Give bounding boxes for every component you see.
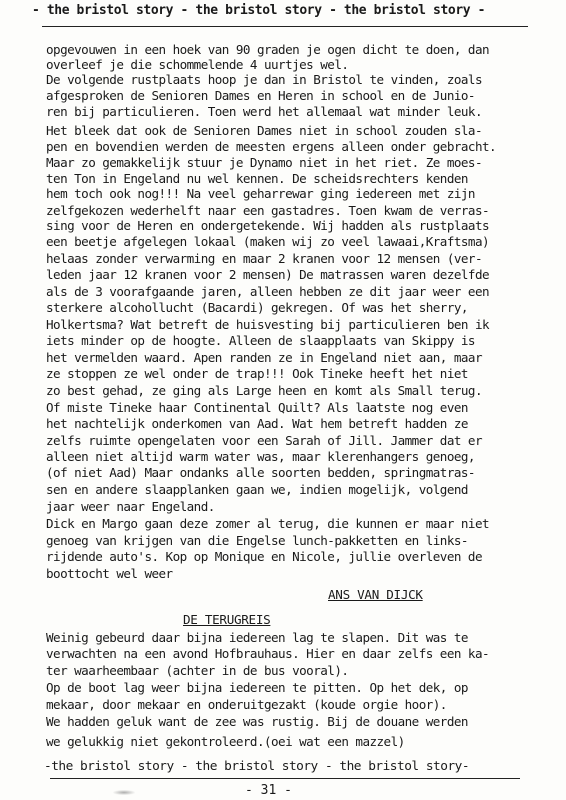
- author-signature: ANS VAN DIJCK: [328, 587, 423, 602]
- body-line: zelfgekozen wederhelft naar een gastadres. Toen kwam de verras-: [46, 203, 490, 218]
- section-heading: DE TERUGREIS: [183, 612, 271, 627]
- body-line: Maar zo gemakkelijk stuur je Dynamo niet in het riet. Ze moes-: [46, 155, 482, 170]
- body-line: als de 3 voorafgaande jaren, alleen hebben ze dit jaar weer een: [46, 284, 490, 299]
- body-line: sterkere alcohollucht (Bacardi) gekregen. Of was het sherry,: [46, 300, 468, 315]
- ink-smudge: [113, 790, 135, 795]
- body-line: sen en andere slaapplanken gaan we, indien mogelijk, volgend: [46, 482, 468, 497]
- body-line: (of niet Aad) Maar ondanks alle soorten bedden, springmatras-: [46, 465, 475, 480]
- body-line: helaas zonder verwarming en maar 2 kranen voor 12 mensen (ver-: [46, 251, 482, 266]
- body-line: iets minder op de hoogte. Alleen de slaapplaats van Skippy is: [46, 333, 475, 348]
- body-line: ren bij particulieren. Toen werd het allemaal wat minder leuk.: [46, 104, 482, 119]
- body-line: het nachtelijk onderkomen van Aad. Wat hem betreft hadden ze: [46, 416, 468, 431]
- body-line: een beetje afgelegen lokaal (maken wij zo veel lawaai,Kraftsma): [46, 234, 490, 249]
- body-line: zelfs ruimte opengelaten voor een Sarah of Jill. Jammer dat er: [46, 433, 482, 448]
- section-line: mekaar, door mekaar en onderuitgezakt (koude orgie hoor).: [46, 697, 447, 712]
- body-line: ze stoppen ze wel onder de trap!!! Ook Tineke heeft het niet: [46, 366, 468, 381]
- body-line: sing voor de Heren en ondergetekende. Wij hadden als rustplaats: [46, 218, 490, 233]
- body-line: genoeg van krijgen van die Engelse lunch-pakketten en links-: [46, 533, 468, 548]
- body-line: leden jaar 12 kranen voor 2 mensen) De matrassen waren dezelfde: [46, 267, 490, 282]
- section-line: We hadden geluk want de zee was rustig. Bij de douane werden: [46, 714, 468, 729]
- body-line: Dick en Margo gaan deze zomer al terug, die kunnen er maar niet: [46, 516, 490, 531]
- body-line: zo best gehad, ze ging als Large heen en komt als Small terug.: [46, 383, 482, 398]
- footer-rule: [50, 778, 520, 779]
- running-header: - the bristol story - the bristol story - the bristol story -: [32, 3, 486, 18]
- body-line: het vermelden waard. Apen randen ze in Engeland niet aan, maar: [46, 350, 482, 365]
- section-line: Op de boot lag weer bijna iedereen te pitten. Op het dek, op: [46, 680, 468, 695]
- body-line: alleen niet altijd warm water was, maar klerenhangers genoeg,: [46, 449, 475, 464]
- body-line: pen en bovendien werden de meesten ergens alleen onder gebracht.: [46, 139, 497, 154]
- running-footer: -the bristol story - the bristol story - the bristol story-: [44, 759, 470, 774]
- body-line: Het bleek dat ook de Senioren Dames niet in school zouden sla-: [46, 123, 482, 138]
- body-line: opgevouwen in een hoek van 90 graden je ogen dicht te doen, dan: [46, 42, 490, 57]
- section-line: we gelukkig niet gekontroleerd.(oei wat een mazzel): [46, 734, 405, 749]
- body-line: Of miste Tineke haar Continental Quilt? Als laatste nog even: [46, 400, 468, 415]
- body-line: Holkertsma? Wat betreft de huisvesting bij particulieren ben ik: [46, 317, 490, 332]
- body-line: overleef je die schommelende 4 uurtjes wel.: [46, 57, 349, 72]
- body-line: afgesproken de Senioren Dames en Heren in school en de Junio-: [46, 88, 475, 103]
- body-line: ten Ton in Engeland nu wel kennen. De scheidsrechters kenden: [46, 171, 468, 186]
- section-line: Weinig gebeurd daar bijna iedereen lag te slapen. Dit was te: [46, 630, 468, 645]
- section-line: ter waarheembaar (achter in de bus vooral).: [46, 663, 349, 678]
- section-line: verwachten na een avond Hofbrauhaus. Hier en daar zelfs een ka-: [46, 646, 490, 661]
- body-line: boottocht wel weer: [46, 566, 173, 581]
- header-rule: [42, 26, 528, 27]
- body-line: De volgende rustplaats hoop je dan in Bristol te vinden, zoals: [46, 72, 482, 87]
- page-number: - 31 -: [245, 783, 292, 798]
- body-line: jaar weer naar Engeland.: [46, 499, 215, 514]
- body-line: rijdende auto's. Kop op Monique en Nicole, jullie overleven de: [46, 549, 482, 564]
- body-line: hem toch ook nog!!! Na veel geharrewar ging iedereen met zijn: [46, 186, 475, 201]
